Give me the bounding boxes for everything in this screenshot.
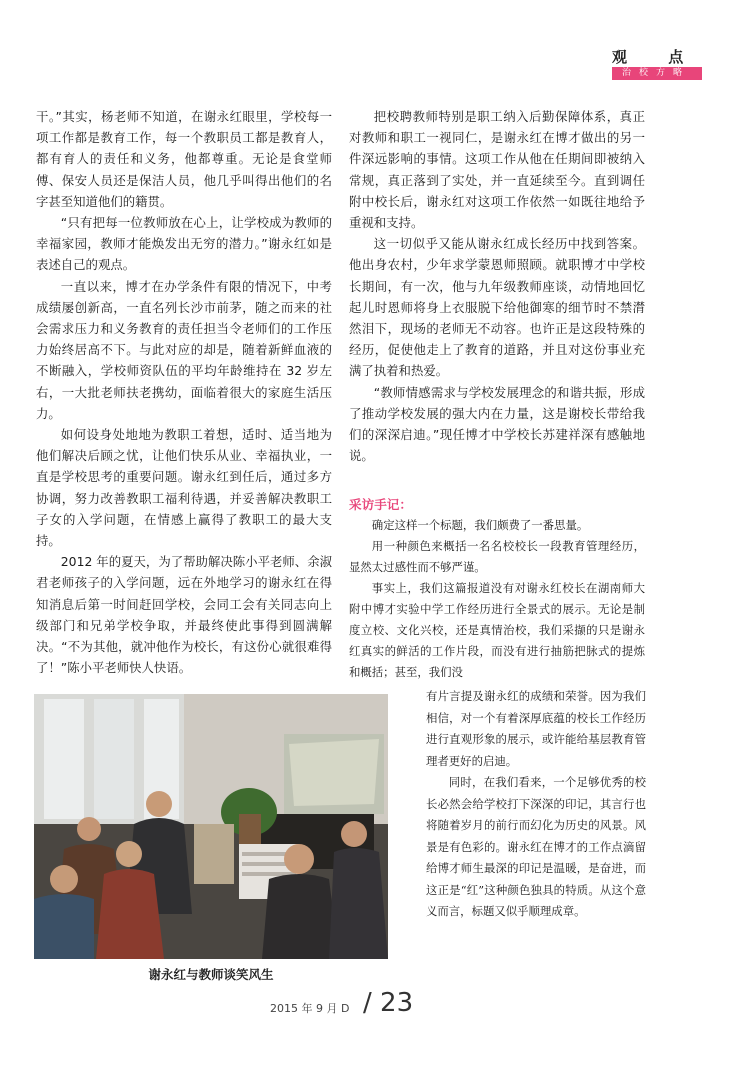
paragraph: “教师情感需求与学校发展理念的和谐共振，形成了推动学校发展的强大内在力量，这是谢校长带给我们的深深启迪。”现任博才中学校长苏建祥深有感触地说。 <box>349 384 645 464</box>
paragraph: 这一切似乎又能从谢永红成长经历中找到答案。他出身农村，少年求学蒙恩师照顾。就职博才中学校长期间，有一次，他与九年级教师座谈，动情地回忆起儿时恩师将身上衣服脱下给他御寒的细节时不禁潸然泪下，现场的老师无不动容。也许正是这段特殊的经历，促使他走上了教育的道路，并且对这份事业充满了执着和热爱。 <box>349 236 645 379</box>
interview-notes <box>349 494 645 683</box>
note-paragraph: 有片言提及谢永红的成绩和荣誉。因为我们相信，对一个有着深厚底蕴的校长工作经历进行直观形象的展示，或许能给基层教育管理者更好的启迪。 <box>426 689 646 768</box>
note-paragraph: 用一种颜色来概括一名名校校长一段教育管理经历，显然太过感性而不够严谨。 <box>349 539 645 574</box>
paragraph: 把校聘教师特别是职工纳入后勤保障体系，真正对教师和职工一视同仁，是谢永红在博才做出的另一件深远影响的事情。这项工作从他在任期间即被纳入常规，真正落到了实处，并一直延续至今。直到调任附中校长后，谢永红对这项工作依然一如既往地给予重视和支持。 <box>349 109 645 231</box>
paragraph: 如何设身处地地为教职工着想，适时、适当地为他们解决后顾之忧，让他们快乐从业、幸福执业，一直是学校思考的重要问题。谢永红到任后，通过多方协调，努力改善教职工福利待遇，并妥善解决教职工子女的入学问题，在情感上赢得了教职工的最大支持。 <box>36 427 332 549</box>
subsection-band: 治校方略 <box>612 67 702 80</box>
notes-heading: 采访手记： <box>349 497 412 512</box>
note-paragraph: 确定这样一个标题，我们颇费了一番思量。 <box>371 518 589 532</box>
paragraph: “只有把每一位教师放在心上，让学校成为教师的幸福家园，教师才能焕发出无穷的潜力。”谢永红如是表述自己的观点。 <box>36 215 332 273</box>
meeting-photo <box>34 694 388 959</box>
paragraph: 2012 年的夏天，为了帮助解决陈小平老师、余淑君老师孩子的入学问题，远在外地学习的谢永红在得知消息后第一时间赶回学校，会同工会有关同志向上级部门和兄弟学校争取，并最终使此事得到圆满解决。“不为其他，就冲他作为校长，有这份心就很难得了！”陈小平老师快人快语。 <box>36 554 332 676</box>
left-column <box>36 106 332 678</box>
issue-date: 2015 年 9 月 D <box>270 1002 350 1015</box>
right-column <box>349 106 645 466</box>
page-number: / 23 <box>363 988 414 1018</box>
note-paragraph: 同时，在我们看来，一个足够优秀的校长必然会给学校打下深深的印记，其言行也将随着岁月的前行而幻化为历史的风景。风景是有色彩的。谢永红在博才的工作点滴留给博才师生最深的印记是温暖，是奋进，而这正是“红”这种颜色独具的特质。从这个意义而言，标题又似乎顺理成章。 <box>426 775 646 918</box>
paragraph: 一直以来，博才在办学条件有限的情况下，中考成绩屡创新高，一直名列长沙市前茅，随之而来的社会需求压力和义务教育的责任担当令老师们的工作压力始终居高不下。与此对应的却是，随着新鲜血液的不断融入，学校师资队伍的平均年龄维持在 32 岁左右，一大批老师扶老携幼，面临着很大的家庭生活压力。 <box>36 278 332 421</box>
photo-caption: 谢永红与教师谈笑风生 <box>148 967 274 982</box>
paragraph: 干。”其实，杨老师不知道，在谢永红眼里，学校每一项工作都是教育工作，每一个教职员工都是教育人，都有育人的责任和义务，他都尊重。无论是食堂师傅、保安人员还是保洁人员，他几乎叫得出他们的名字甚至知道他们的籍贯。 <box>36 109 332 209</box>
section-title: 观 点 <box>612 48 702 66</box>
note-paragraph: 事实上，我们这篇报道没有对谢永红校长在湖南师大附中博才实验中学工作经历进行全景式的展示。无论是制度立校、文化兴校，还是真情治校，我们采撷的只是谢永红真实的鲜活的工作片段，而没有进行抽筋把脉式的提炼和概括；甚至，我们没 <box>349 581 645 679</box>
interview-notes-continued <box>426 686 646 923</box>
